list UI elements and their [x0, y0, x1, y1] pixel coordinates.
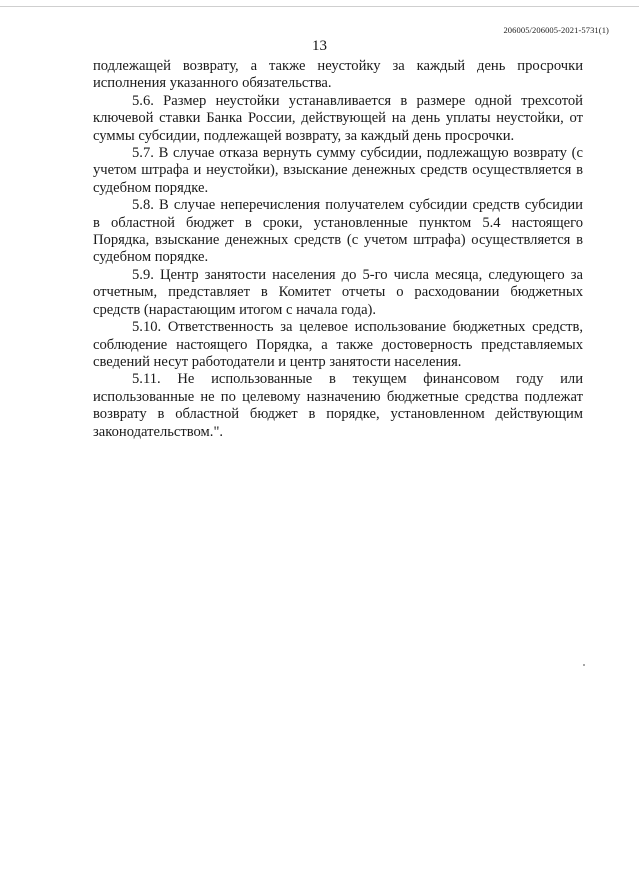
paragraph-continuation: подлежащей возврату, а также неустойку за каждый день просрочки исполнения указанного обязательства. [93, 58, 583, 92]
paragraph-5-11: 5.11. Не использованные в текущем финансовом году или использованные не по целевому назначению бюджетные средства подлежат возврату в областной бюджет в порядке, установленном действующим законодательством.". [93, 371, 583, 440]
paragraph-5-10: 5.10. Ответственность за целевое использование бюджетных средств, соблюдение настоящего Порядка, а также достоверность представляемых сведений несут работодатели и центр занятости населения. [93, 319, 583, 370]
paragraph-5-8: 5.8. В случае неперечисления получателем субсидии средств субсидии в областной бюджет в сроки, установленные пунктом 5.4 настоящего Порядка, взыскание денежных средств (с учетом штрафа) осуществляется в судебном порядке. [93, 197, 583, 266]
scan-edge-line [0, 6, 639, 7]
paragraph-5-6: 5.6. Размер неустойки устанавливается в размере одной трехсотой ключевой ставки Банка России, действующей на день уплаты неустойки, от суммы субсидии, подлежащей возврату, за каждый день просрочки. [93, 92, 583, 144]
document-body [93, 58, 583, 441]
scan-speck [583, 664, 585, 666]
paragraph-5-9: 5.9. Центр занятости населения до 5-го числа месяца, следующего за отчетным, представляет в Комитет отчеты о расходовании бюджетных средств (нарастающим итогом с начала года). [93, 266, 583, 318]
paragraph-5-7: 5.7. В случае отказа вернуть сумму субсидии, подлежащую возврату (с учетом штрафа и неустойки), взыскание денежных средств осуществляется в судебном порядке. [93, 145, 583, 196]
page-number: 13 [312, 38, 327, 54]
document-id: 206005/206005-2021-5731(1) [503, 25, 609, 35]
